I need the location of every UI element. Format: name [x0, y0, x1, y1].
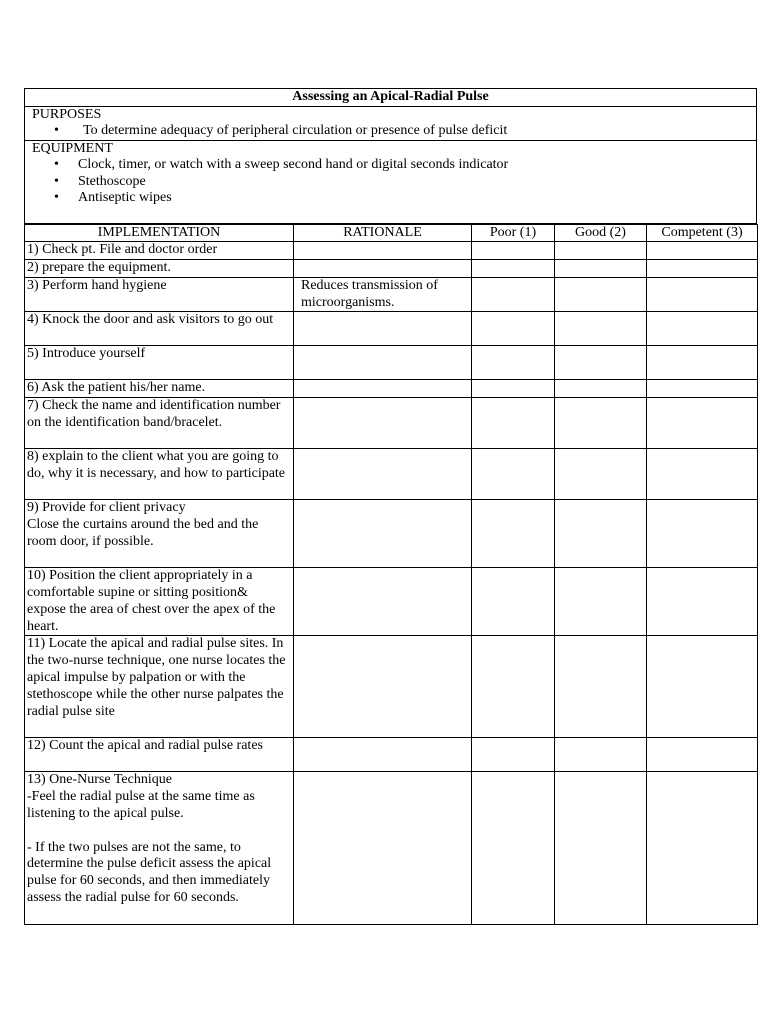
- implementation-cell: 7) Check the name and identification number on the identification band/bracelet.: [25, 398, 294, 449]
- rationale-cell: [294, 500, 472, 568]
- competent-score-cell[interactable]: [647, 312, 758, 346]
- rationale-cell: [294, 568, 472, 636]
- implementation-cell: 10) Position the client appropriately in a comfortable supine or sitting position& expose the area of chest over the apex of the heart.: [25, 568, 294, 636]
- checklist-table: [24, 224, 758, 926]
- rationale-cell: [294, 772, 472, 925]
- equipment-section: [25, 140, 757, 223]
- rationale-cell: [294, 260, 472, 278]
- equipment-item: • Stethoscope: [32, 174, 749, 191]
- implementation-cell: 2) prepare the equipment.: [25, 260, 294, 278]
- header-competent: Competent (3): [647, 224, 758, 242]
- good-score-cell[interactable]: [555, 738, 647, 772]
- header-good: Good (2): [555, 224, 647, 242]
- good-score-cell[interactable]: [555, 277, 647, 312]
- competent-score-cell[interactable]: [647, 772, 758, 925]
- competent-score-cell[interactable]: [647, 277, 758, 312]
- good-score-cell[interactable]: [555, 398, 647, 449]
- poor-score-cell[interactable]: [472, 242, 555, 260]
- purpose-item: • To determine adequacy of peripheral circulation or presence of pulse deficit: [32, 123, 749, 140]
- poor-score-cell[interactable]: [472, 277, 555, 312]
- implementation-cell: 3) Perform hand hygiene: [25, 277, 294, 312]
- table-row: [25, 738, 758, 772]
- competent-score-cell[interactable]: [647, 260, 758, 278]
- poor-score-cell[interactable]: [472, 312, 555, 346]
- checklist-body: [25, 242, 758, 925]
- competent-score-cell[interactable]: [647, 568, 758, 636]
- equipment-item: • Antiseptic wipes: [32, 190, 749, 207]
- competent-score-cell[interactable]: [647, 500, 758, 568]
- purposes-list: [32, 123, 749, 140]
- good-score-cell[interactable]: [555, 312, 647, 346]
- poor-score-cell[interactable]: [472, 636, 555, 738]
- assessment-document: [24, 88, 757, 925]
- rationale-cell: [294, 449, 472, 500]
- poor-score-cell[interactable]: [472, 772, 555, 925]
- good-score-cell[interactable]: [555, 568, 647, 636]
- table-row: [25, 312, 758, 346]
- competent-score-cell[interactable]: [647, 636, 758, 738]
- implementation-cell: 4) Knock the door and ask visitors to go out: [25, 312, 294, 346]
- implementation-cell: 5) Introduce yourself: [25, 346, 294, 380]
- competent-score-cell[interactable]: [647, 398, 758, 449]
- table-row: [25, 449, 758, 500]
- table-row: [25, 380, 758, 398]
- purposes-label: PURPOSES: [32, 106, 102, 122]
- good-score-cell[interactable]: [555, 242, 647, 260]
- rationale-cell: [294, 242, 472, 260]
- good-score-cell[interactable]: [555, 346, 647, 380]
- good-score-cell[interactable]: [555, 500, 647, 568]
- poor-score-cell[interactable]: [472, 500, 555, 568]
- poor-score-cell[interactable]: [472, 568, 555, 636]
- competent-score-cell[interactable]: [647, 449, 758, 500]
- poor-score-cell[interactable]: [472, 398, 555, 449]
- implementation-cell: 1) Check pt. File and doctor order: [25, 242, 294, 260]
- header-table: [24, 88, 757, 224]
- document-title: Assessing an Apical-Radial Pulse: [25, 89, 757, 107]
- equipment-item: • Clock, timer, or watch with a sweep second hand or digital seconds indicator: [32, 157, 749, 174]
- poor-score-cell[interactable]: [472, 260, 555, 278]
- good-score-cell[interactable]: [555, 380, 647, 398]
- implementation-cell: 11) Locate the apical and radial pulse sites. In the two-nurse technique, one nurse locates the apical impulse by palpation or with the stethoscope while the other nurse palpates the radial pulse site: [25, 636, 294, 738]
- good-score-cell[interactable]: [555, 260, 647, 278]
- header-rationale: RATIONALE: [294, 224, 472, 242]
- implementation-cell: 12) Count the apical and radial pulse rates: [25, 738, 294, 772]
- rationale-cell: [294, 312, 472, 346]
- competent-score-cell[interactable]: [647, 380, 758, 398]
- good-score-cell[interactable]: [555, 772, 647, 925]
- purposes-section: [25, 106, 757, 140]
- header-implementation: IMPLEMENTATION: [25, 224, 294, 242]
- checklist-header-row: [25, 224, 758, 242]
- table-row: [25, 242, 758, 260]
- competent-score-cell[interactable]: [647, 738, 758, 772]
- implementation-cell: 9) Provide for client privacy Close the curtains around the bed and the room door, if possible.: [25, 500, 294, 568]
- table-row: [25, 346, 758, 380]
- competent-score-cell[interactable]: [647, 242, 758, 260]
- rationale-cell: Reduces transmission of microorganisms.: [294, 277, 472, 312]
- good-score-cell[interactable]: [555, 636, 647, 738]
- table-row: [25, 500, 758, 568]
- competent-score-cell[interactable]: [647, 346, 758, 380]
- table-row: [25, 568, 758, 636]
- equipment-label: EQUIPMENT: [32, 140, 113, 156]
- table-row: [25, 772, 758, 925]
- implementation-cell: 6) Ask the patient his/her name.: [25, 380, 294, 398]
- rationale-cell: [294, 398, 472, 449]
- table-row: [25, 398, 758, 449]
- poor-score-cell[interactable]: [472, 449, 555, 500]
- poor-score-cell[interactable]: [472, 346, 555, 380]
- table-row: [25, 636, 758, 738]
- table-row: [25, 260, 758, 278]
- rationale-cell: [294, 380, 472, 398]
- poor-score-cell[interactable]: [472, 380, 555, 398]
- implementation-cell: 13) One-Nurse Technique -Feel the radial pulse at the same time as listening to the apical pulse. - If the two pulses are not the same, to determine the pulse deficit assess the apical pulse for 60 seconds, and then immediately assess the radial pulse for 60 seconds.: [25, 772, 294, 925]
- header-poor: Poor (1): [472, 224, 555, 242]
- poor-score-cell[interactable]: [472, 738, 555, 772]
- good-score-cell[interactable]: [555, 449, 647, 500]
- rationale-cell: [294, 346, 472, 380]
- table-row: [25, 277, 758, 312]
- rationale-cell: [294, 738, 472, 772]
- equipment-list: [32, 157, 749, 207]
- implementation-cell: 8) explain to the client what you are going to do, why it is necessary, and how to participate: [25, 449, 294, 500]
- rationale-cell: [294, 636, 472, 738]
